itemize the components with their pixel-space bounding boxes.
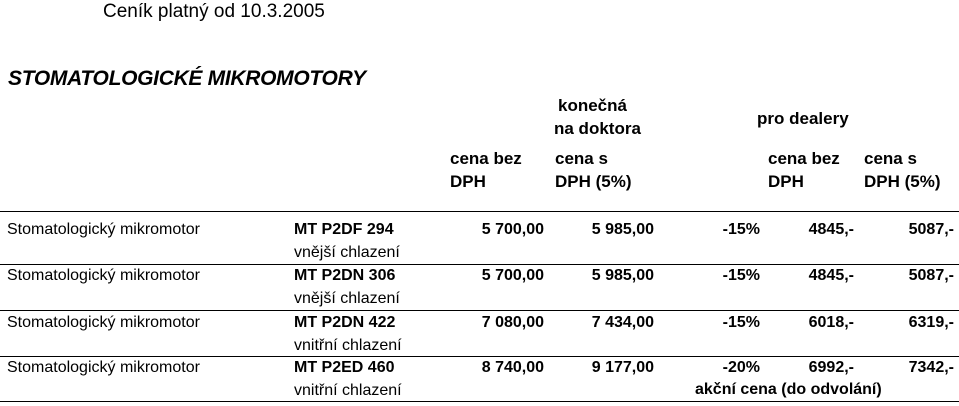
header-dealer: pro dealery <box>757 109 849 128</box>
price-vat: 5 985,00 <box>591 267 654 284</box>
header-price-no-vat-line1: cena bez <box>450 149 522 168</box>
price-no-vat: 7 080,00 <box>481 314 544 331</box>
dealer-discount: -15% <box>722 314 760 331</box>
dealer-price-no-vat: 4845,- <box>808 267 854 284</box>
price-no-vat: 5 700,00 <box>481 221 544 238</box>
price-no-vat: 5 700,00 <box>481 267 544 284</box>
product-name: Stomatologický mikromotor <box>7 267 200 284</box>
header-dealer-no-vat-line2: DPH <box>768 172 804 191</box>
dealer-discount: -20% <box>722 359 760 376</box>
dealer-price-vat: 5087,- <box>908 267 954 284</box>
table-bottom-line <box>0 401 959 402</box>
header-dealer-vat-line2: DPH (5%) <box>864 172 941 191</box>
dealer-price-no-vat: 4845,- <box>808 221 854 238</box>
header-doctor-line1: konečná <box>558 96 627 115</box>
product-cooling: vnější chlazení <box>294 244 400 261</box>
header-price-no-vat-line2: DPH <box>450 172 486 191</box>
dealer-price-no-vat: 6018,- <box>808 314 854 331</box>
product-cooling: vnitřní chlazení <box>294 382 402 399</box>
product-model: MT P2DF 294 <box>294 221 394 238</box>
price-vat: 7 434,00 <box>591 314 654 331</box>
row-divider <box>0 310 959 311</box>
row-divider <box>0 264 959 265</box>
header-doctor-line2: na doktora <box>554 119 641 138</box>
dealer-discount: -15% <box>722 267 760 284</box>
header-price-vat-line1: cena s <box>555 149 608 168</box>
header-price-vat-line2: DPH (5%) <box>555 172 632 191</box>
product-cooling: vnitřní chlazení <box>294 337 402 354</box>
product-name: Stomatologický mikromotor <box>7 221 200 238</box>
dealer-price-no-vat: 6992,- <box>808 359 854 376</box>
price-vat: 9 177,00 <box>591 359 654 376</box>
product-name: Stomatologický mikromotor <box>7 314 200 331</box>
dealer-price-vat: 5087,- <box>908 221 954 238</box>
header-dealer-vat-line1: cena s <box>864 149 917 168</box>
promo-note: akční cena (do odvolání) <box>695 381 882 398</box>
dealer-price-vat: 6319,- <box>908 314 954 331</box>
price-vat: 5 985,00 <box>591 221 654 238</box>
product-model: MT P2ED 460 <box>294 359 395 376</box>
header-dealer-no-vat-line1: cena bez <box>768 149 840 168</box>
product-model: MT P2DN 422 <box>294 314 396 331</box>
row-divider <box>0 356 959 357</box>
validity-date: Ceník platný od 10.3.2005 <box>103 1 325 22</box>
product-name: Stomatologický mikromotor <box>7 359 200 376</box>
page-title: STOMATOLOGICKÉ MIKROMOTORY <box>8 67 366 90</box>
product-cooling: vnější chlazení <box>294 290 400 307</box>
header-divider <box>0 211 959 212</box>
dealer-discount: -15% <box>722 221 760 238</box>
product-model: MT P2DN 306 <box>294 267 396 284</box>
price-no-vat: 8 740,00 <box>481 359 544 376</box>
dealer-price-vat: 7342,- <box>908 359 954 376</box>
